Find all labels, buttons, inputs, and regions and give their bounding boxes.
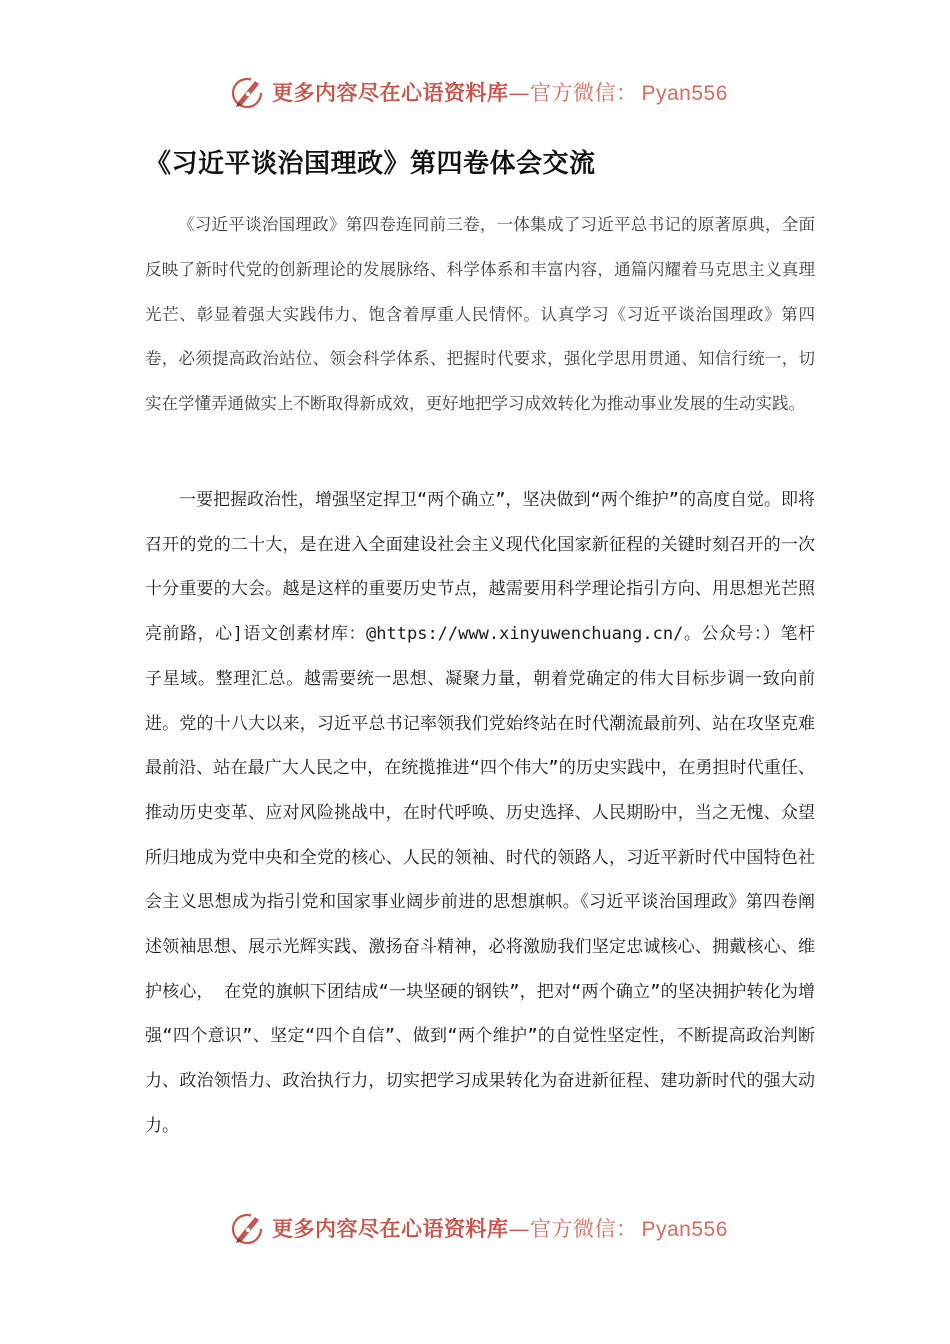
header-banner [228,70,748,114]
banner-slogan-dash: — [508,81,530,105]
banner-slogan [272,1213,728,1243]
banner-slogan-dash: — [508,1217,530,1241]
pen-logo-icon [228,1208,268,1248]
document-title: 《习近平谈治国理政》第四卷体会交流 [145,149,596,179]
banner-slogan-official: 官方微信： [530,81,638,105]
pen-logo-icon [228,72,268,112]
banner-slogan [272,77,728,107]
banner-slogan-official: 官方微信： [530,1217,638,1241]
banner-wechat-id: Pyan556 [641,1218,728,1241]
banner-slogan-main: 更多内容尽在心语资料库 [272,1216,509,1241]
banner-wechat-id: Pyan556 [641,82,728,105]
banner-slogan-main: 更多内容尽在心语资料库 [272,80,509,105]
footer-banner [228,1206,748,1250]
intro-paragraph: 《习近平谈治国理政》第四卷连同前三卷，一体集成了习近平总书记的原著原典，全面反映了新时代党的创新理论的发展脉络、科学体系和丰富内容，通篇闪耀着马克思主义真理光芒、彰显着强大实践伟力、饱含着厚重人民情怀。认真学习《习近平谈治国理政》第四卷，必须提高政治站位、领会科学体系、把握时代要求，强化学思用贯通、知信行统一，切实在学懂弄通做实上不断取得新成效，更好地把学习成效转化为推动事业发展的生动实践。 [145,215,815,414]
body-paragraph-1: 一要把握政治性，增强坚定捍卫“两个确立”，坚决做到“两个维护”的高度自觉。即将召开的党的二十大，是在进入全面建设社会主义现代化国家新征程的关键时刻召开的一次十分重要的大会。越是这样的重要历史节点，越需要用科学理论指引方向、用思想光芒照亮前路，心]语文创素材库：@https://www.xinyuwenchuang.cn/。公众号：）笔杆子星域。整理汇总。越需要统一思想、凝聚力量，朝着党确定的伟大目标步调一致向前进。党的十八大以来，习近平总书记率领我们党始终站在时代潮流最前列、站在攻坚克难最前沿、站在最广大人民之中，在统揽推进“四个伟大”的历史实践中，在勇担时代重任、推动历史变革、应对风险挑战中，在时代呼唤、历史选择、人民期盼中，当之无愧、众望所归地成为党中央和全党的核心、人民的领袖、时代的领路人，习近平新时代中国特色社会主义思想成为指引党和国家事业阔步前进的思想旗帜。《习近平谈治国理政》第四卷阐述领袖思想、展示光辉实践、激扬奋斗精神，必将激励我们坚定忠诚核心、拥戴核心、维护核心， 在党的旗帜下团结成“一块坚硬的钢铁”，把对“两个确立”的坚决拥护转化为增强“四个意识”、坚定“四个自信”、做到“两个维护”的自觉性坚定性，不断提高政治判断力、政治领悟力、政治执行力，切实把学习成果转化为奋进新征程、建功新时代的强大动力。 [145,490,815,1136]
